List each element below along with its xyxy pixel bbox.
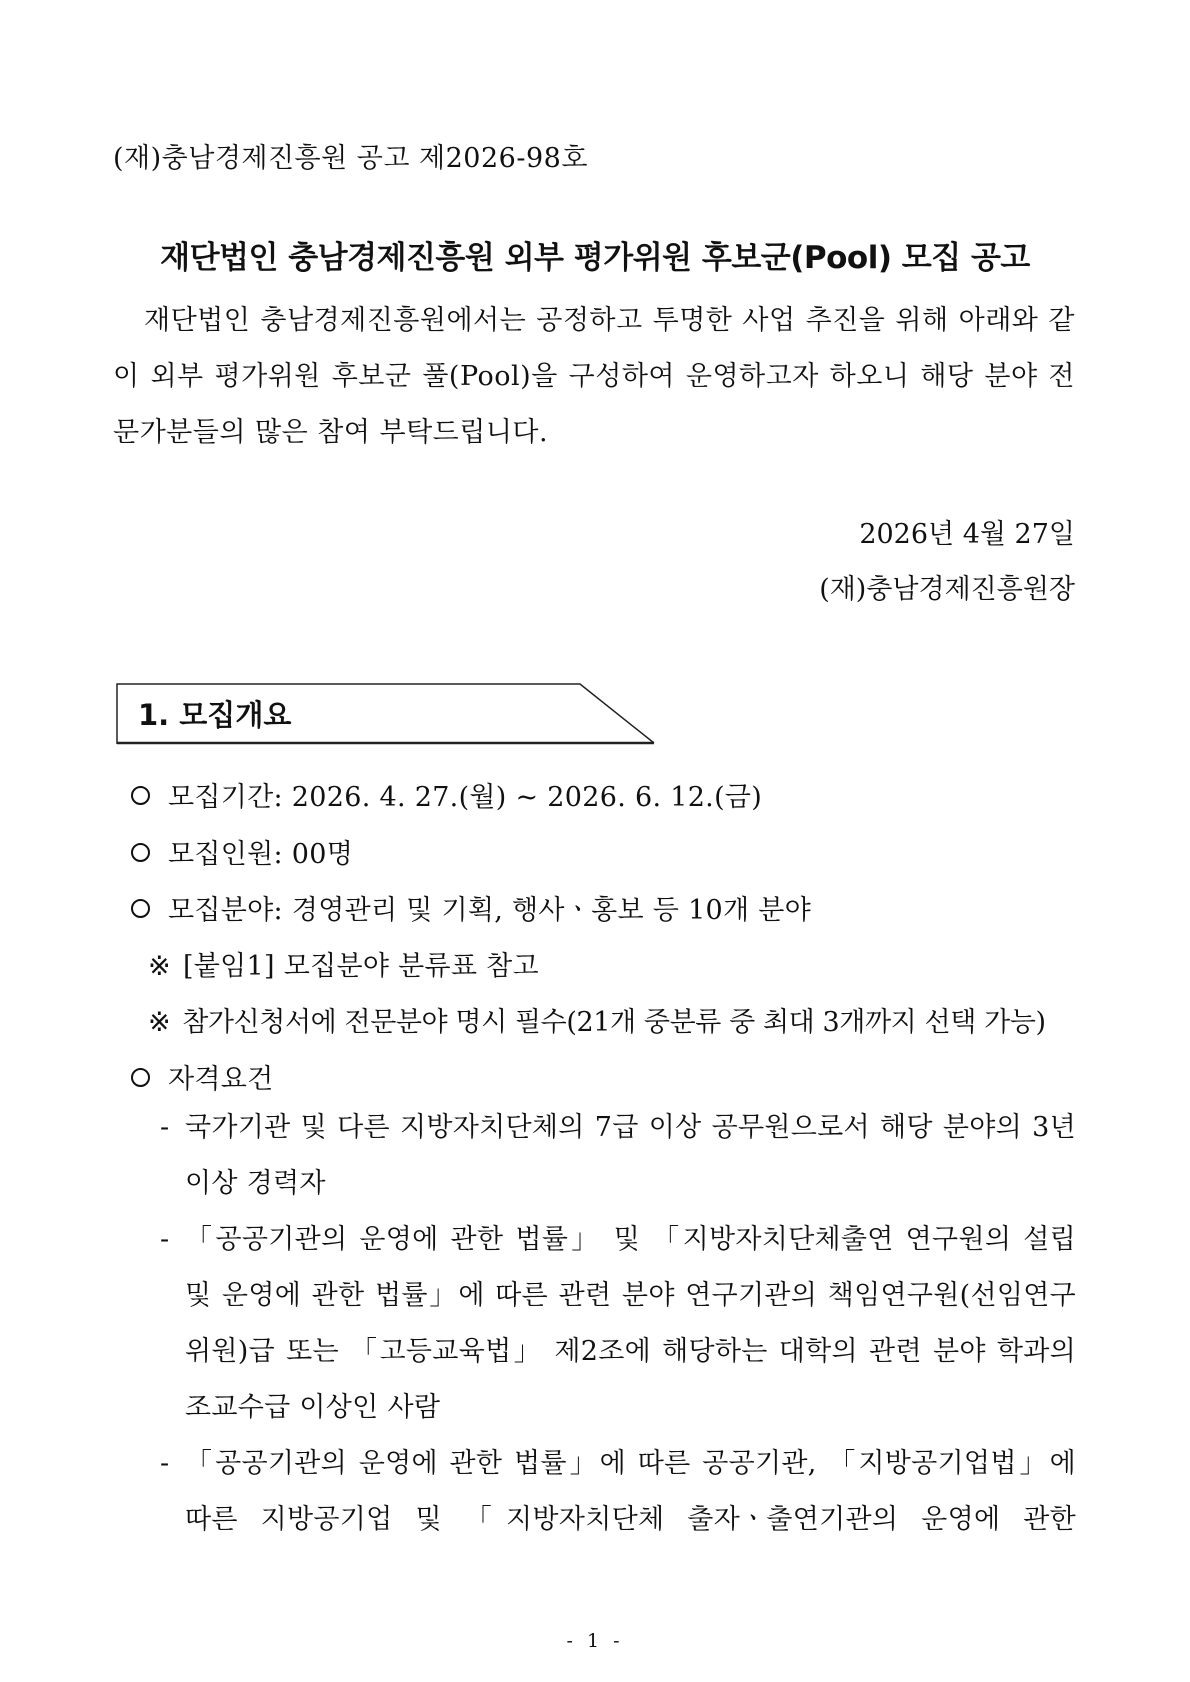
dash-bullet: -	[160, 1224, 170, 1255]
page-number: - 1 -	[566, 1630, 624, 1652]
recruit-field: 모집분야: 경영관리 및 기획, 행사ㆍ홍보 등 10개 분야	[168, 895, 812, 926]
section-header	[116, 683, 656, 745]
qualification-text: 국가기관 및 다른 지방자치단체의 7급 이상 공무원으로서 해당 분야의 3년 이상 경력자	[185, 1112, 1076, 1199]
issuer-name: (재)충남경제진흥원장	[819, 574, 1075, 605]
section-title: 1. 모집개요	[138, 698, 292, 732]
qualification-item	[160, 1212, 1076, 1436]
circle-bullet-icon	[131, 786, 150, 805]
circle-bullet-icon	[131, 899, 150, 918]
reference-mark-icon: ※	[148, 951, 171, 982]
list-item	[131, 832, 353, 871]
qualification-text: 「공공기관의 운영에 관한 법률」에 따른 공공기관, 「지방공기업법」에 따른 지방공기업 및 「지방자치단체 출자ㆍ출연기관의 운영에 관한	[185, 1448, 1076, 1535]
list-item	[131, 775, 762, 814]
notice-number: (재)충남경제진흥원 공고 제2026-98호	[113, 143, 588, 174]
dash-bullet: -	[160, 1448, 170, 1479]
notice-date: 2026년 4월 27일	[859, 519, 1075, 550]
note-text: [붙임1] 모집분야 분류표 참고	[182, 951, 539, 982]
circle-bullet-icon	[131, 843, 150, 862]
qualification-text: 「공공기관의 운영에 관한 법률」 및 「지방자치단체출연 연구원의 설립 및 운영에 관한 법률」에 따른 관련 분야 연구기관의 책임연구원(선임연구위원)급 또는 「고등교육법」 제2조에 해당하는 대학의 관련 분야 학과의 조교수급 이상인 사람	[185, 1224, 1076, 1423]
note-item	[148, 944, 539, 983]
list-item	[131, 888, 811, 927]
reference-mark-icon: ※	[148, 1007, 171, 1038]
qualification-label: 자격요건	[168, 1064, 274, 1095]
recruit-count: 모집인원: 00명	[168, 839, 354, 870]
qualification-item	[160, 1436, 1076, 1548]
dash-bullet: -	[160, 1112, 170, 1143]
document-title: 재단법인 충남경제진흥원 외부 평가위원 후보군(Pool) 모집 공고	[160, 240, 1030, 276]
note-text: 참가신청서에 전문분야 명시 필수(21개 중분류 중 최대 3개까지 선택 가능)	[182, 1007, 1046, 1038]
recruit-period: 모집기간: 2026. 4. 27.(월) ~ 2026. 6. 12.(금)	[168, 782, 763, 813]
note-item	[148, 1000, 1046, 1039]
qualification-item	[160, 1100, 1076, 1212]
circle-bullet-icon	[131, 1068, 150, 1087]
list-item	[131, 1057, 274, 1096]
intro-paragraph: 재단법인 충남경제진흥원에서는 공정하고 투명한 사업 추진을 위해 아래와 같이 외부 평가위원 후보군 풀(Pool)을 구성하여 운영하고자 하오니 해당 분야 전문가분들의 많은 참여 부탁드립니다.	[113, 305, 1075, 448]
